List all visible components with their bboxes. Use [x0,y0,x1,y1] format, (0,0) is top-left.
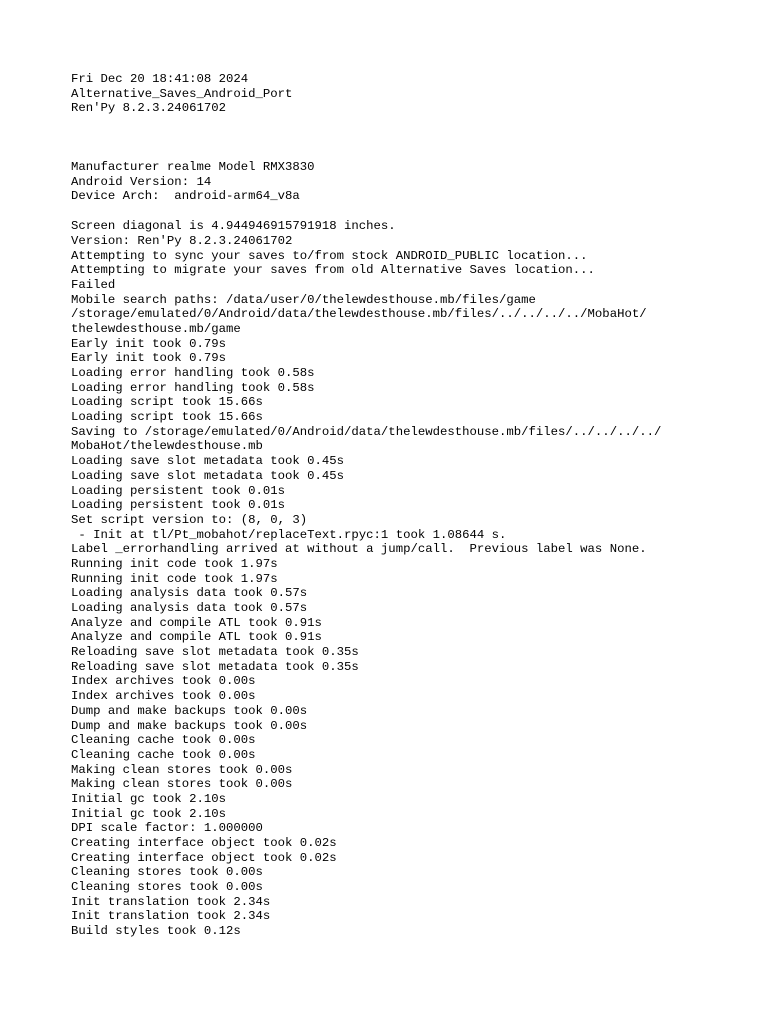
log-line: Failed [71,277,116,292]
device-info-line: Device Arch: android-arm64_v8a [71,189,300,204]
log-document [71,72,731,939]
log-line: Attempting to sync your saves to/from stock ANDROID_PUBLIC location... [71,248,588,263]
log-line: Analyze and compile ATL took 0.91s [71,630,322,645]
device-info [71,160,731,204]
log-line: Creating interface object took 0.02s [71,850,337,865]
log-line: Loading save slot metadata took 0.45s [71,454,345,469]
log-line: Early init took 0.79s [71,336,226,351]
log-line: thelewdesthouse.mb/game [71,321,241,336]
log-line: Loading script took 15.66s [71,395,263,410]
log-line: Loading analysis data took 0.57s [71,601,308,615]
log-line: Loading script took 15.66s [71,410,263,425]
log-line: Set script version to: (8, 0, 3) [71,512,308,527]
log-line: /storage/emulated/0/Android/data/thelewdesthouse.mb/files/../../../../MobaHot/ [71,307,647,322]
log-line: Initial gc took 2.10s [71,806,226,821]
header-line: Ren'Py 8.2.3.24061702 [71,101,226,116]
log-line: Running init code took 1.97s [71,556,278,571]
log-line: Index archives took 0.00s [71,674,256,689]
log-body [71,219,731,939]
log-line: Making clean stores took 0.00s [71,777,293,792]
log-line: Loading error handling took 0.58s [71,366,315,380]
log-line: Attempting to migrate your saves from old Alternative Saves location... [71,263,595,278]
log-line: Dump and make backups took 0.00s [71,703,308,718]
spacer [71,116,731,160]
log-line: Label _errorhandling arrived at without a jump/call. Previous label was None. [71,542,647,557]
log-line: - Init at tl/Pt_mobahot/replaceText.rpyc:1 took 1.08644 s. [71,527,507,542]
log-line: Reloading save slot metadata took 0.35s [71,659,359,674]
log-header [71,72,731,116]
log-line: Loading save slot metadata took 0.45s [71,468,345,483]
device-info-line: Manufacturer realme Model RMX3830 [71,160,315,175]
log-line: Mobile search paths: /data/user/0/thelewdesthouse.mb/files/game [71,292,536,307]
log-line: Loading persistent took 0.01s [71,498,286,513]
log-line: Build styles took 0.12s [71,924,241,939]
log-line: Init translation took 2.34s [71,909,271,924]
spacer [71,204,731,219]
log-line: Early init took 0.79s [71,351,226,366]
log-line: Loading analysis data took 0.57s [71,586,308,601]
log-line: Cleaning cache took 0.00s [71,747,256,762]
log-line: Cleaning stores took 0.00s [71,880,263,895]
log-line: Cleaning stores took 0.00s [71,865,263,880]
log-line: DPI scale factor: 1.000000 [71,821,263,836]
log-line: Version: Ren'Py 8.2.3.24061702 [71,233,293,248]
log-line: Screen diagonal is 4.944946915791918 inches. [71,219,396,234]
log-line: Cleaning cache took 0.00s [71,733,256,748]
log-line: Running init code took 1.97s [71,571,278,586]
log-line: Loading error handling took 0.58s [71,380,315,395]
device-info-line: Android Version: 14 [71,174,212,189]
log-line: Reloading save slot metadata took 0.35s [71,645,359,660]
header-line: Alternative_Saves_Android_Port [71,86,293,101]
log-line: Making clean stores took 0.00s [71,762,293,777]
log-line: Analyze and compile ATL took 0.91s [71,615,322,630]
log-line: MobaHot/thelewdesthouse.mb [71,439,263,454]
log-line: Dump and make backups took 0.00s [71,718,308,733]
header-line: Fri Dec 20 18:41:08 2024 [71,72,249,86]
log-line: Creating interface object took 0.02s [71,836,337,850]
log-line: Init translation took 2.34s [71,894,271,909]
log-line: Saving to /storage/emulated/0/Android/data/thelewdesthouse.mb/files/../../../../ [71,424,662,439]
log-line: Initial gc took 2.10s [71,791,226,806]
log-line: Index archives took 0.00s [71,689,256,704]
log-line: Loading persistent took 0.01s [71,483,286,498]
